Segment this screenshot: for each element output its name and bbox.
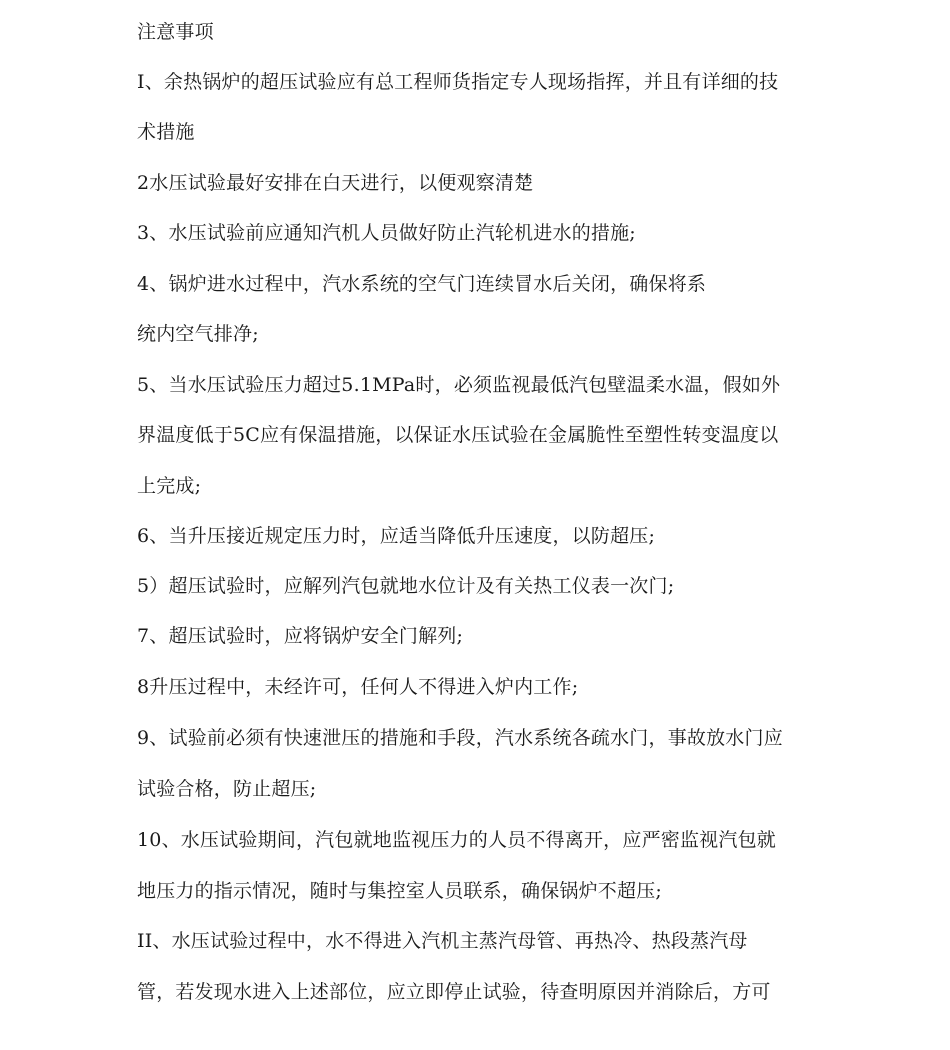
document-heading: 注意事项 <box>137 21 214 43</box>
text-line: 5、当水压试验压力超过5.1MPa时，必须监视最低汽包壁温柔水温，假如外 <box>137 374 781 396</box>
text-line: 管，若发现水进入上述部位，应立即停止试验，待查明原因并消除后，方可 <box>137 981 771 1003</box>
text-line: 5）超压试验时，应解列汽包就地水位计及有关热工仪表一次门; <box>137 575 675 597</box>
text-line: 界温度低于5C应有保温措施，以保证水压试验在金属脆性至塑性转变温度以 <box>137 424 779 446</box>
text-line: 4、锅炉进水过程中，汽水系统的空气门连续冒水后关闭，确保将系 <box>137 273 707 295</box>
text-line: 术措施 <box>137 121 195 143</box>
text-line: 试验合格，防止超压; <box>137 778 317 800</box>
text-line: 统内空气排净; <box>137 323 259 345</box>
text-line: 10、水压试验期间，汽包就地监视压力的人员不得离开，应严密监视汽包就 <box>137 829 776 851</box>
text-line: 9、试验前必须有快速泄压的措施和手段，汽水系统各疏水门，事故放水门应 <box>137 727 783 749</box>
text-line: 2水压试验最好安排在白天进行，以便观察清楚 <box>137 172 534 194</box>
text-line: 7、超压试验时，应将锅炉安全门解列; <box>137 625 464 647</box>
text-line: 6、当升压接近规定压力时，应适当降低升压速度，以防超压; <box>137 525 656 547</box>
text-line: II、水压试验过程中，水不得进入汽机主蒸汽母管、再热冷、热段蒸汽母 <box>137 930 748 952</box>
text-line: 8升压过程中，未经许可，任何人不得进入炉内工作; <box>137 676 579 698</box>
text-line: 地压力的指示情况，随时与集控室人员联系，确保锅炉不超压; <box>137 880 663 902</box>
text-line: I、余热锅炉的超压试验应有总工程师货指定专人现场指挥，并且有详细的技 <box>137 71 779 93</box>
text-line: 3、水压试验前应通知汽机人员做好防止汽轮机进水的措施; <box>137 222 636 244</box>
text-line: 上完成; <box>137 475 202 497</box>
